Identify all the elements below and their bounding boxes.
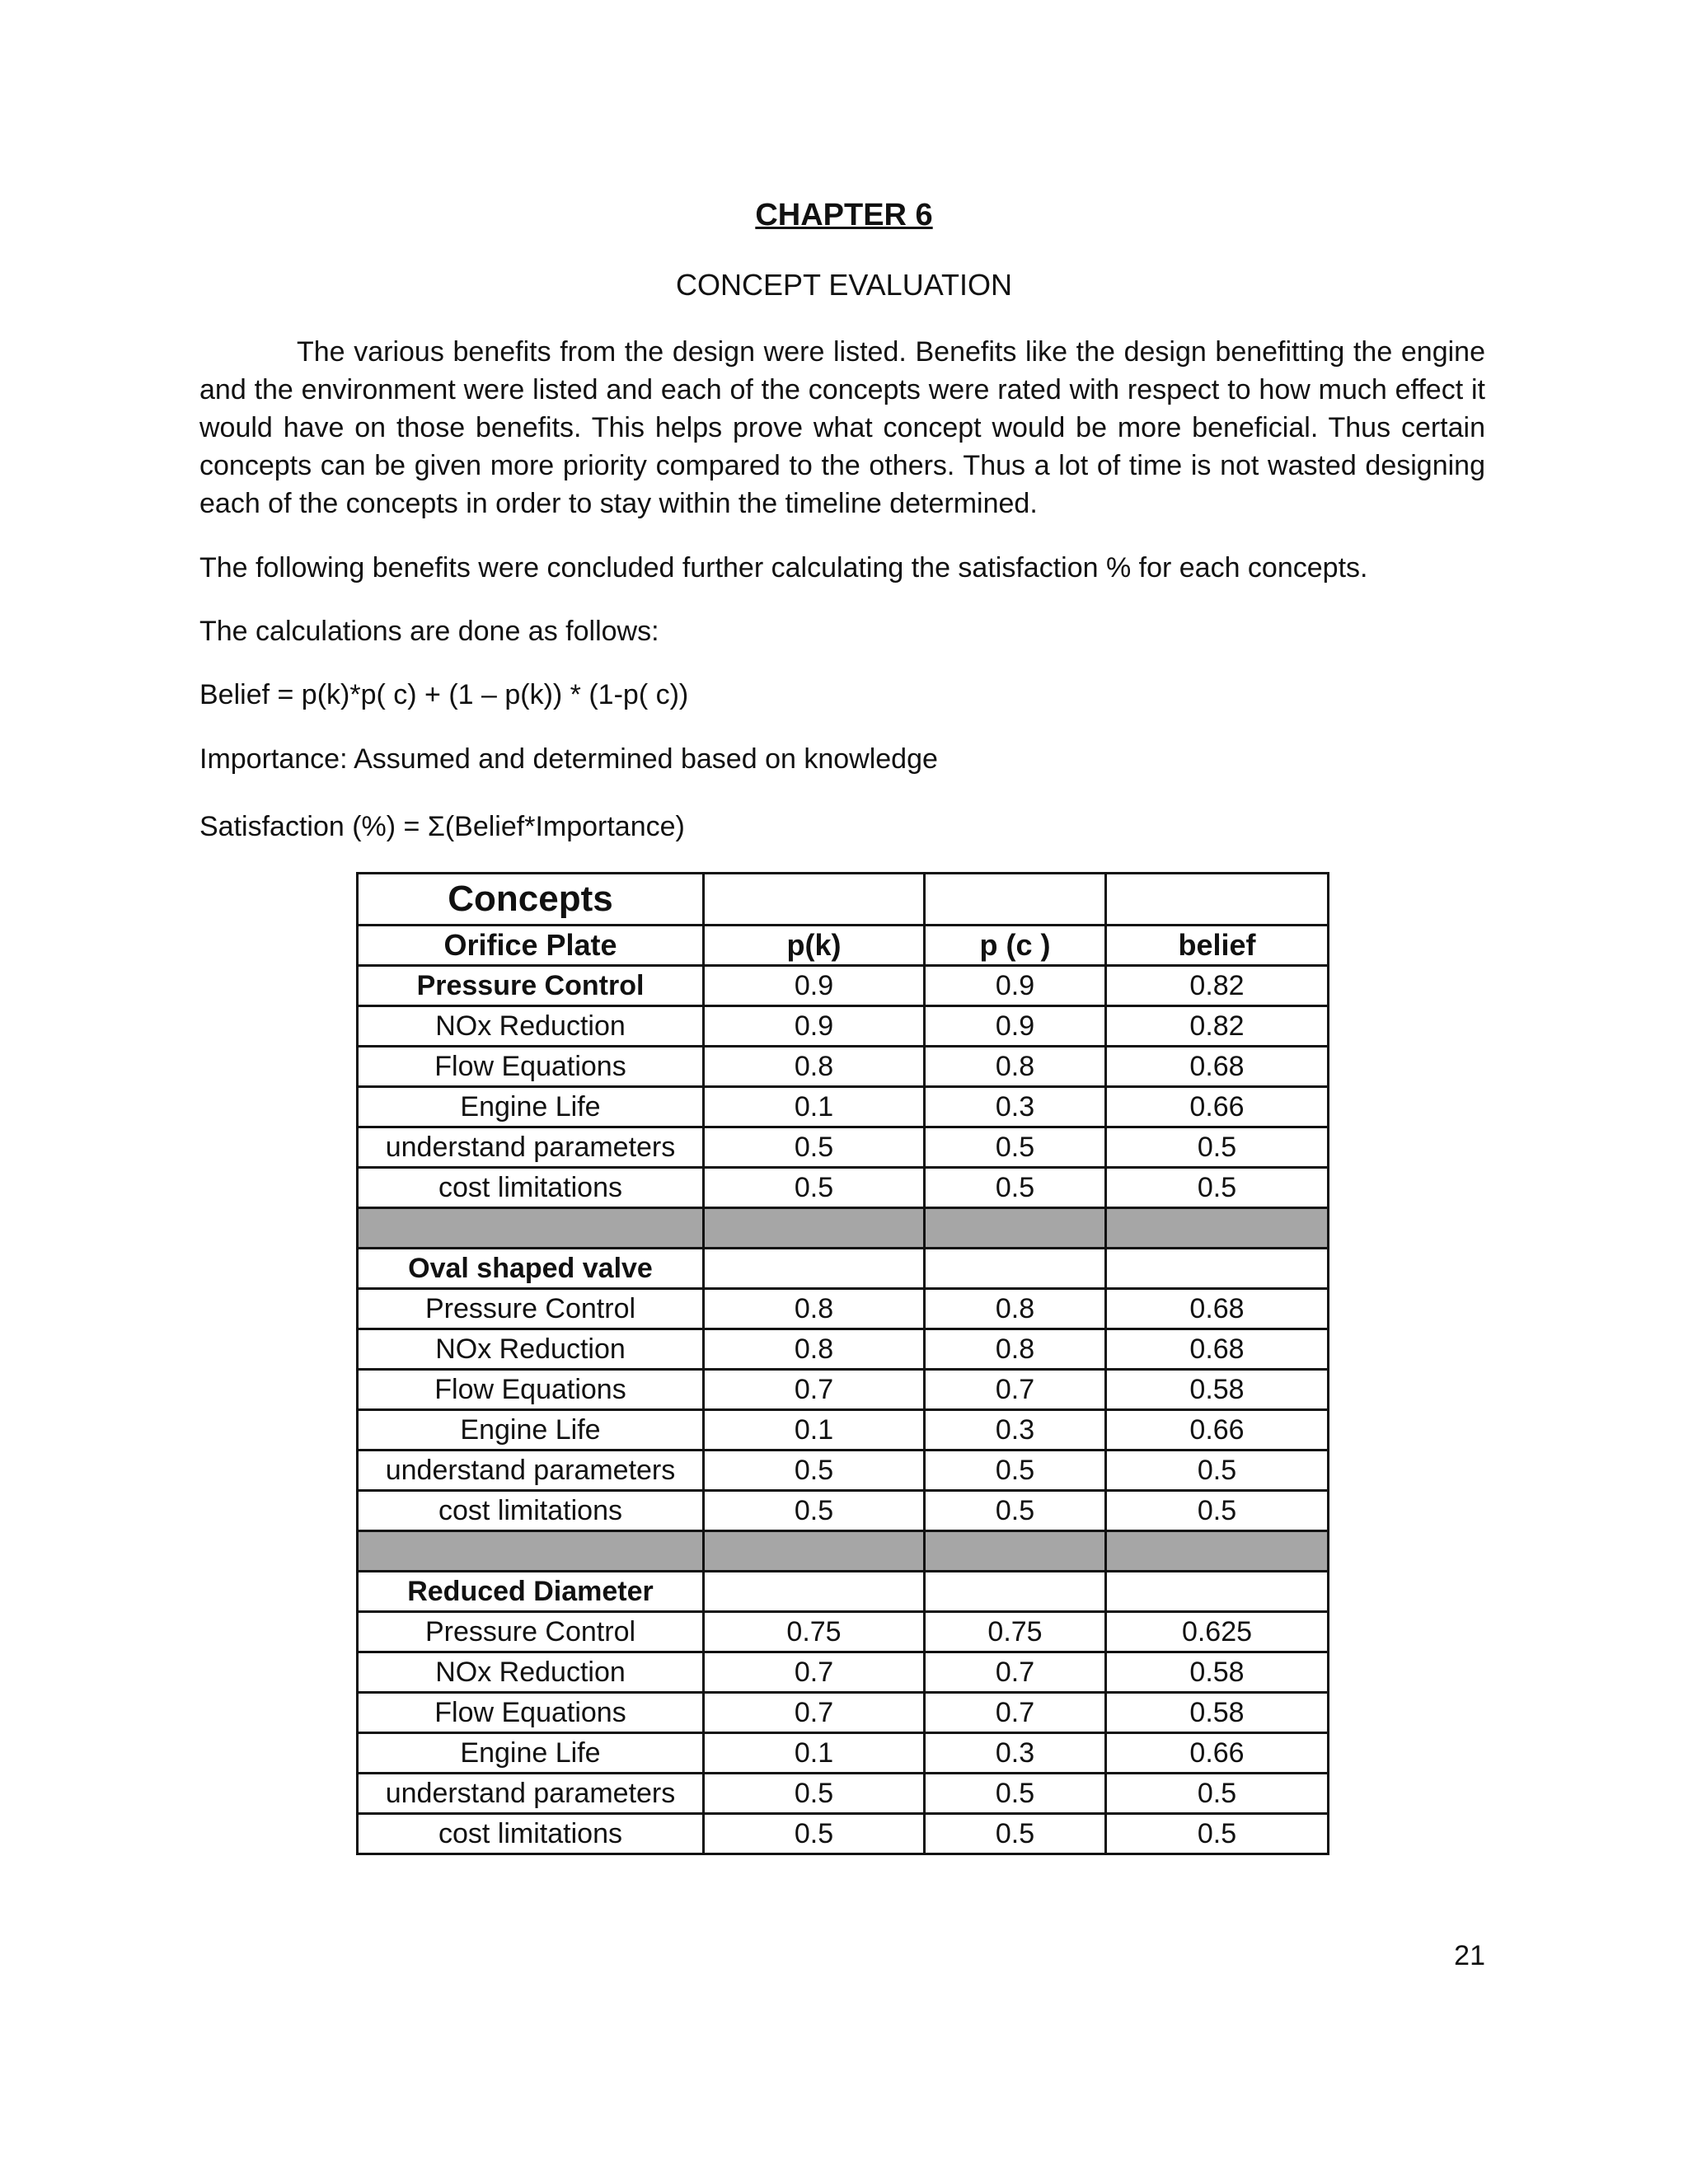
value-cell: 0.82 xyxy=(1106,966,1329,1006)
table-cell xyxy=(1106,1572,1329,1612)
value-cell: 0.7 xyxy=(925,1652,1106,1693)
group-label-orifice-plate: Orifice Plate xyxy=(358,926,704,966)
value-cell: 0.8 xyxy=(925,1329,1106,1370)
value-cell: 0.3 xyxy=(925,1087,1106,1127)
value-cell: 0.66 xyxy=(1106,1733,1329,1774)
criterion-label: Pressure Control xyxy=(358,966,704,1006)
value-cell: 0.8 xyxy=(925,1047,1106,1087)
criterion-label: Engine Life xyxy=(358,1410,704,1451)
table-row xyxy=(358,966,1329,1006)
table-cell xyxy=(925,1572,1106,1612)
table-row xyxy=(358,1814,1329,1854)
separator-cell xyxy=(1106,1208,1329,1249)
table-cell xyxy=(704,1249,925,1289)
criterion-label: understand parameters xyxy=(358,1127,704,1168)
value-cell: 0.5 xyxy=(704,1168,925,1208)
criterion-label: Flow Equations xyxy=(358,1370,704,1410)
table-row xyxy=(358,1410,1329,1451)
separator-cell xyxy=(1106,1531,1329,1572)
value-cell: 0.9 xyxy=(925,966,1106,1006)
table-row xyxy=(358,1774,1329,1814)
table-cell xyxy=(704,1572,925,1612)
group-row xyxy=(358,1572,1329,1612)
value-cell: 0.5 xyxy=(925,1814,1106,1854)
criterion-label: NOx Reduction xyxy=(358,1329,704,1370)
value-cell: 0.9 xyxy=(704,1006,925,1047)
separator-row xyxy=(358,1531,1329,1572)
header-pc: p (c ) xyxy=(925,926,1106,966)
header-pk: p(k) xyxy=(704,926,925,966)
value-cell: 0.5 xyxy=(1106,1491,1329,1531)
criterion-label: Engine Life xyxy=(358,1733,704,1774)
benefits-paragraph: The following benefits were concluded further calculating the satisfaction % for each concepts. xyxy=(199,552,1368,583)
criterion-label: Pressure Control xyxy=(358,1612,704,1652)
value-cell: 0.5 xyxy=(925,1127,1106,1168)
criterion-label: understand parameters xyxy=(358,1774,704,1814)
importance-formula: Importance: Assumed and determined based on knowledge xyxy=(199,743,938,775)
table-row xyxy=(358,1693,1329,1733)
separator-cell xyxy=(358,1531,704,1572)
criterion-label: Engine Life xyxy=(358,1087,704,1127)
separator-cell xyxy=(925,1208,1106,1249)
value-cell: 0.5 xyxy=(704,1127,925,1168)
value-cell: 0.9 xyxy=(704,966,925,1006)
criterion-label: cost limitations xyxy=(358,1491,704,1531)
table-title-row xyxy=(358,874,1329,926)
table-cell xyxy=(704,874,925,926)
value-cell: 0.5 xyxy=(925,1451,1106,1491)
value-cell: 0.82 xyxy=(1106,1006,1329,1047)
value-cell: 0.58 xyxy=(1106,1693,1329,1733)
separator-cell xyxy=(704,1531,925,1572)
criterion-label: understand parameters xyxy=(358,1451,704,1491)
table-row xyxy=(358,1006,1329,1047)
value-cell: 0.7 xyxy=(925,1693,1106,1733)
table-row xyxy=(358,1087,1329,1127)
criterion-label: NOx Reduction xyxy=(358,1652,704,1693)
table-row xyxy=(358,1491,1329,1531)
chapter-title: CHAPTER 6 xyxy=(755,198,933,232)
value-cell: 0.5 xyxy=(925,1491,1106,1531)
value-cell: 0.8 xyxy=(925,1289,1106,1329)
value-cell: 0.1 xyxy=(704,1087,925,1127)
table-header-row xyxy=(358,926,1329,966)
value-cell: 0.3 xyxy=(925,1410,1106,1451)
value-cell: 0.5 xyxy=(704,1814,925,1854)
criterion-label: NOx Reduction xyxy=(358,1006,704,1047)
section-title: CONCEPT EVALUATION xyxy=(675,268,1013,302)
value-cell: 0.66 xyxy=(1106,1087,1329,1127)
value-cell: 0.5 xyxy=(1106,1451,1329,1491)
value-cell: 0.7 xyxy=(925,1370,1106,1410)
value-cell: 0.66 xyxy=(1106,1410,1329,1451)
value-cell: 0.1 xyxy=(704,1410,925,1451)
value-cell: 0.7 xyxy=(704,1370,925,1410)
value-cell: 0.5 xyxy=(1106,1814,1329,1854)
group-label-reduced-diameter: Reduced Diameter xyxy=(358,1572,704,1612)
value-cell: 0.5 xyxy=(1106,1168,1329,1208)
value-cell: 0.7 xyxy=(704,1693,925,1733)
value-cell: 0.5 xyxy=(704,1451,925,1491)
page-number: 21 xyxy=(1454,1940,1485,1971)
satisfaction-formula: Satisfaction (%) = Σ(Belief*Importance) xyxy=(199,811,685,842)
calculations-intro: The calculations are done as follows: xyxy=(199,616,659,647)
table-row xyxy=(358,1289,1329,1329)
table-row xyxy=(358,1370,1329,1410)
value-cell: 0.5 xyxy=(704,1774,925,1814)
criterion-label: cost limitations xyxy=(358,1814,704,1854)
table-cell xyxy=(925,874,1106,926)
value-cell: 0.7 xyxy=(704,1652,925,1693)
separator-row xyxy=(358,1208,1329,1249)
table-row xyxy=(358,1329,1329,1370)
table-cell xyxy=(1106,1249,1329,1289)
value-cell: 0.5 xyxy=(925,1168,1106,1208)
value-cell: 0.5 xyxy=(1106,1127,1329,1168)
value-cell: 0.68 xyxy=(1106,1329,1329,1370)
intro-paragraph: The various benefits from the design were listed. Benefits like the design benefitting the engine and the environment were listed and each of the concepts were rated with respect to how much effect it would have on those benefits. This helps prove what concept would be more beneficial. Thus certain concepts can be given more priority compared to the others. Thus a lot of time is not wasted designing each of the concepts in order to stay within the timeline determined. xyxy=(199,336,1485,519)
separator-cell xyxy=(358,1208,704,1249)
table-row xyxy=(358,1047,1329,1087)
group-row xyxy=(358,1249,1329,1289)
table-row xyxy=(358,1168,1329,1208)
table-cell xyxy=(1106,874,1329,926)
value-cell: 0.8 xyxy=(704,1047,925,1087)
value-cell: 0.5 xyxy=(704,1491,925,1531)
separator-cell xyxy=(925,1531,1106,1572)
concepts-table xyxy=(356,872,1329,1855)
table-row xyxy=(358,1612,1329,1652)
value-cell: 0.5 xyxy=(1106,1774,1329,1814)
value-cell: 0.5 xyxy=(925,1774,1106,1814)
value-cell: 0.58 xyxy=(1106,1370,1329,1410)
value-cell: 0.8 xyxy=(704,1289,925,1329)
criterion-label: Flow Equations xyxy=(358,1693,704,1733)
value-cell: 0.68 xyxy=(1106,1047,1329,1087)
table-row xyxy=(358,1451,1329,1491)
group-label-oval-shaped-valve: Oval shaped valve xyxy=(358,1249,704,1289)
value-cell: 0.3 xyxy=(925,1733,1106,1774)
criterion-label: cost limitations xyxy=(358,1168,704,1208)
table-cell xyxy=(925,1249,1106,1289)
value-cell: 0.625 xyxy=(1106,1612,1329,1652)
value-cell: 0.58 xyxy=(1106,1652,1329,1693)
value-cell: 0.9 xyxy=(925,1006,1106,1047)
value-cell: 0.68 xyxy=(1106,1289,1329,1329)
criterion-label: Flow Equations xyxy=(358,1047,704,1087)
value-cell: 0.75 xyxy=(704,1612,925,1652)
table-row xyxy=(358,1652,1329,1693)
value-cell: 0.75 xyxy=(925,1612,1106,1652)
criterion-label: Pressure Control xyxy=(358,1289,704,1329)
table-row xyxy=(358,1127,1329,1168)
separator-cell xyxy=(704,1208,925,1249)
value-cell: 0.1 xyxy=(704,1733,925,1774)
table-title: Concepts xyxy=(358,874,704,926)
belief-formula: Belief = p(k)*p( c) + (1 – p(k)) * (1-p( c)) xyxy=(199,679,689,710)
header-belief: belief xyxy=(1106,926,1329,966)
value-cell: 0.8 xyxy=(704,1329,925,1370)
table-row xyxy=(358,1733,1329,1774)
